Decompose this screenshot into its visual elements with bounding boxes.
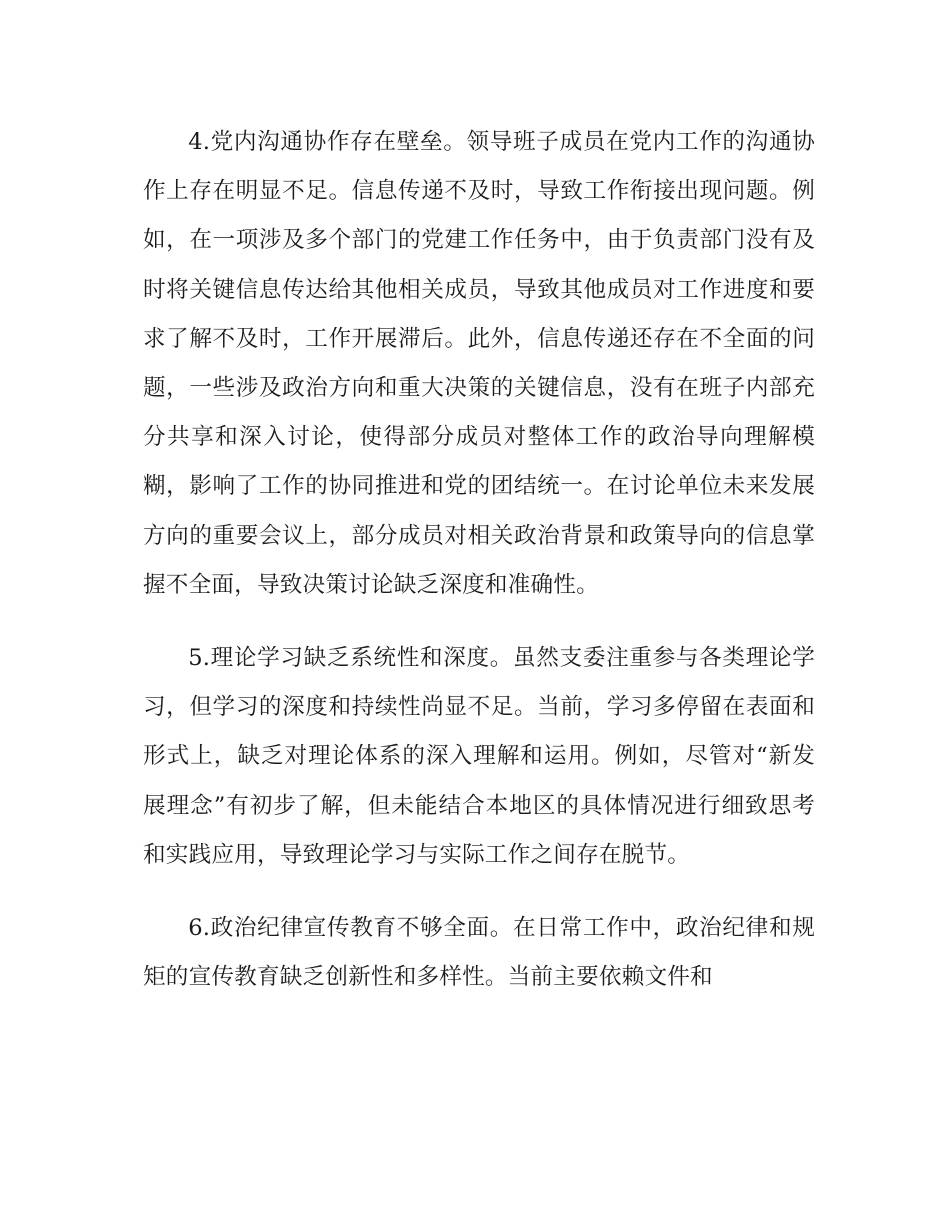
paragraph-6: 6.政治纪律宣传教育不够全面。在日常工作中，政治纪律和规矩的宣传教育缺乏创新性和多样性。当前主要依赖文件和 — [143, 915, 815, 991]
paragraph-5: 5.理论学习缺乏系统性和深度。虽然支委注重参与各类理论学习，但学习的深度和持续性尚显不足。当前，学习多停留在表面和形式上，缺乏对理论体系的深入理解和运用。例如，尽管对“新发展理念”有初步了解，但未能结合本地区的具体情况进行细致思考和实践应用，导致理论学习与实际工作之间存在脱节。 — [143, 645, 815, 868]
document-body — [143, 118, 815, 1026]
paragraph-4: 4.党内沟通协作存在壁垒。领导班子成员在党内工作的沟通协作上存在明显不足。信息传递不及时，导致工作衔接出现问题。例如，在一项涉及多个部门的党建工作任务中，由于负责部门没有及时将关键信息传达给其他相关成员，导致其他成员对工作进度和要求了解不及时，工作开展滞后。此外，信息传递还存在不全面的问题，一些涉及政治方向和重大决策的关键信息，没有在班子内部充分共享和深入讨论，使得部分成员对整体工作的政治导向理解模糊，影响了工作的协同推进和党的团结统一。在讨论单位未来发展方向的重要会议上，部分成员对相关政治背景和政策导向的信息掌握不全面，导致决策讨论缺乏深度和准确性。 — [143, 129, 815, 598]
